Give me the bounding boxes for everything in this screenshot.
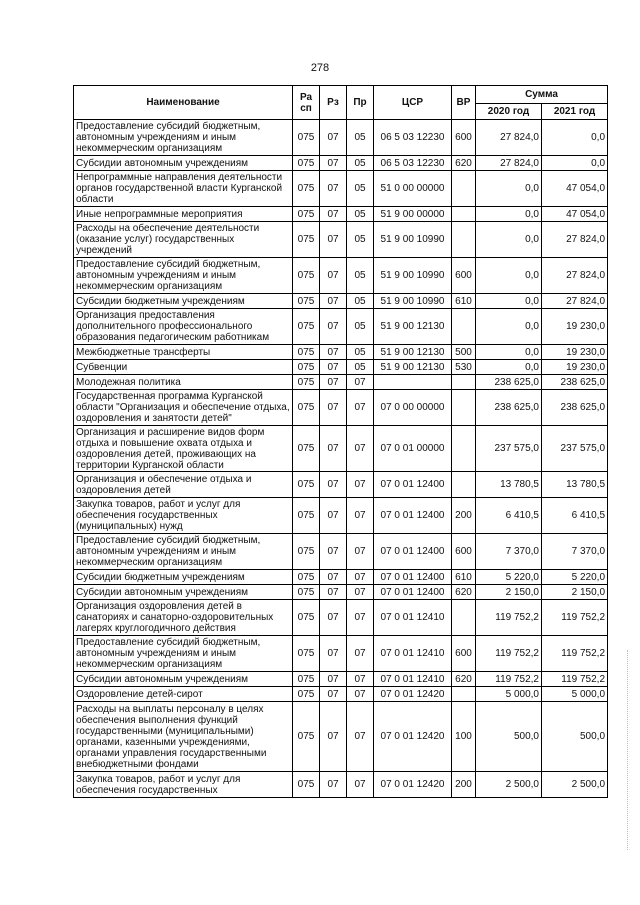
table-row	[74, 687, 608, 702]
row-sum-2021: 0,0	[542, 156, 608, 171]
row-name: Непрограммные направления деятельности органов государственной власти Курганской области	[74, 171, 293, 207]
row-rasp: 075	[293, 222, 320, 258]
page-number: 278	[310, 62, 330, 74]
row-vr: 500	[452, 345, 476, 360]
row-rz: 07	[320, 687, 347, 702]
row-sum-2020: 2 150,0	[476, 585, 542, 600]
row-pr: 07	[347, 472, 374, 498]
row-rz: 07	[320, 498, 347, 534]
row-vr	[452, 207, 476, 222]
row-pr: 07	[347, 600, 374, 636]
row-pr: 07	[347, 498, 374, 534]
row-rasp: 075	[293, 426, 320, 472]
row-sum-2021: 19 230,0	[542, 360, 608, 375]
row-rasp: 075	[293, 390, 320, 426]
row-rasp: 075	[293, 534, 320, 570]
row-vr	[452, 222, 476, 258]
row-rz: 07	[320, 702, 347, 772]
row-pr: 05	[347, 171, 374, 207]
row-csr: 51 9 00 10990	[374, 222, 452, 258]
header-row	[74, 86, 608, 104]
table-row	[74, 294, 608, 309]
row-vr	[452, 390, 476, 426]
row-pr: 07	[347, 390, 374, 426]
row-rasp: 075	[293, 600, 320, 636]
table-row	[74, 360, 608, 375]
row-sum-2020: 7 370,0	[476, 534, 542, 570]
row-rz: 07	[320, 534, 347, 570]
row-pr: 07	[347, 426, 374, 472]
row-rasp: 075	[293, 360, 320, 375]
table-row	[74, 171, 608, 207]
row-sum-2021: 27 824,0	[542, 294, 608, 309]
row-rasp: 075	[293, 672, 320, 687]
row-csr: 07 0 01 12400	[374, 534, 452, 570]
row-rasp: 075	[293, 585, 320, 600]
row-pr: 05	[347, 360, 374, 375]
row-sum-2021: 47 054,0	[542, 171, 608, 207]
row-sum-2021: 119 752,2	[542, 636, 608, 672]
row-csr: 07 0 00 00000	[374, 390, 452, 426]
row-sum-2020: 5 000,0	[476, 687, 542, 702]
row-sum-2021: 5 000,0	[542, 687, 608, 702]
header-2021: 2021 год	[542, 104, 608, 120]
row-csr: 51 9 00 12130	[374, 309, 452, 345]
row-sum-2020: 13 780,5	[476, 472, 542, 498]
row-pr: 07	[347, 570, 374, 585]
row-rz: 07	[320, 636, 347, 672]
scan-edge-marks	[627, 650, 630, 850]
row-name: Предоставление субсидий бюджетным, автономным учреждениям и иным некоммерческим организациям	[74, 534, 293, 570]
table-row	[74, 636, 608, 672]
row-sum-2021: 2 500,0	[542, 772, 608, 798]
row-name: Организация оздоровления детей в санаториях и санаторно-оздоровительных лагерях круглогодичного действия	[74, 600, 293, 636]
row-rz: 07	[320, 672, 347, 687]
row-sum-2020: 0,0	[476, 345, 542, 360]
row-name: Субсидии автономным учреждениям	[74, 585, 293, 600]
row-rz: 07	[320, 207, 347, 222]
row-rz: 07	[320, 294, 347, 309]
row-sum-2020: 237 575,0	[476, 426, 542, 472]
row-rasp: 075	[293, 498, 320, 534]
table-row	[74, 120, 608, 156]
row-sum-2020: 119 752,2	[476, 672, 542, 687]
row-pr: 07	[347, 534, 374, 570]
header-vr: ВР	[452, 86, 476, 120]
row-vr	[452, 472, 476, 498]
row-sum-2021: 27 824,0	[542, 258, 608, 294]
row-rz: 07	[320, 772, 347, 798]
row-rz: 07	[320, 360, 347, 375]
row-vr: 600	[452, 534, 476, 570]
table-row	[74, 672, 608, 687]
row-rz: 07	[320, 222, 347, 258]
row-vr	[452, 600, 476, 636]
row-sum-2020: 0,0	[476, 294, 542, 309]
row-rz: 07	[320, 120, 347, 156]
header-2020: 2020 год	[476, 104, 542, 120]
table-row	[74, 207, 608, 222]
row-rasp: 075	[293, 772, 320, 798]
row-sum-2021: 237 575,0	[542, 426, 608, 472]
row-name: Расходы на обеспечение деятельности (оказание услуг) государственных учреждений	[74, 222, 293, 258]
row-name: Субвенции	[74, 360, 293, 375]
row-sum-2021: 19 230,0	[542, 345, 608, 360]
row-csr: 51 9 00 12130	[374, 345, 452, 360]
row-pr: 05	[347, 156, 374, 171]
header-pr: Пр	[347, 86, 374, 120]
row-name: Предоставление субсидий бюджетным, автономным учреждениям и иным некоммерческим организациям	[74, 258, 293, 294]
row-sum-2020: 27 824,0	[476, 120, 542, 156]
row-rasp: 075	[293, 309, 320, 345]
row-name: Организация предоставления дополнительного профессионального образования педагогическим работникам	[74, 309, 293, 345]
row-sum-2021: 7 370,0	[542, 534, 608, 570]
row-vr	[452, 426, 476, 472]
row-sum-2020: 0,0	[476, 171, 542, 207]
row-vr: 600	[452, 636, 476, 672]
table-row	[74, 390, 608, 426]
row-pr: 05	[347, 120, 374, 156]
row-sum-2020: 0,0	[476, 207, 542, 222]
table-row	[74, 309, 608, 345]
row-pr: 07	[347, 772, 374, 798]
table-row	[74, 156, 608, 171]
table-row	[74, 258, 608, 294]
row-sum-2021: 2 150,0	[542, 585, 608, 600]
row-pr: 07	[347, 585, 374, 600]
header-rz: Рз	[320, 86, 347, 120]
row-csr: 07 0 01 12410	[374, 672, 452, 687]
row-rz: 07	[320, 156, 347, 171]
row-rz: 07	[320, 570, 347, 585]
row-vr: 530	[452, 360, 476, 375]
row-csr: 06 5 03 12230	[374, 120, 452, 156]
row-vr: 100	[452, 702, 476, 772]
row-name: Молодежная политика	[74, 375, 293, 390]
row-name: Закупка товаров, работ и услуг для обеспечения государственных	[74, 772, 293, 798]
row-rasp: 075	[293, 258, 320, 294]
row-rz: 07	[320, 585, 347, 600]
row-pr: 07	[347, 375, 374, 390]
row-sum-2020: 2 500,0	[476, 772, 542, 798]
row-csr: 51 9 00 10990	[374, 294, 452, 309]
row-rasp: 075	[293, 171, 320, 207]
row-pr: 07	[347, 636, 374, 672]
row-pr: 05	[347, 207, 374, 222]
row-rz: 07	[320, 258, 347, 294]
row-csr: 07 0 01 12410	[374, 636, 452, 672]
row-rz: 07	[320, 426, 347, 472]
row-sum-2021: 6 410,5	[542, 498, 608, 534]
table-row	[74, 345, 608, 360]
row-sum-2020: 5 220,0	[476, 570, 542, 585]
row-sum-2020: 238 625,0	[476, 390, 542, 426]
row-csr: 06 5 03 12230	[374, 156, 452, 171]
row-name: Закупка товаров, работ и услуг для обеспечения государственных (муниципальных) нужд	[74, 498, 293, 534]
row-pr: 05	[347, 294, 374, 309]
table-row	[74, 472, 608, 498]
row-csr: 07 0 01 12420	[374, 687, 452, 702]
row-csr: 07 0 01 12420	[374, 702, 452, 772]
row-sum-2021: 238 625,0	[542, 390, 608, 426]
row-rz: 07	[320, 309, 347, 345]
row-csr: 07 0 01 12400	[374, 585, 452, 600]
row-csr	[374, 375, 452, 390]
row-sum-2021: 19 230,0	[542, 309, 608, 345]
row-sum-2020: 27 824,0	[476, 156, 542, 171]
row-vr	[452, 375, 476, 390]
table-row	[74, 498, 608, 534]
row-rasp: 075	[293, 472, 320, 498]
row-rasp: 075	[293, 702, 320, 772]
row-sum-2020: 0,0	[476, 258, 542, 294]
row-sum-2021: 5 220,0	[542, 570, 608, 585]
row-name: Иные непрограммные мероприятия	[74, 207, 293, 222]
row-csr: 07 0 01 12400	[374, 498, 452, 534]
row-csr: 07 0 01 12410	[374, 600, 452, 636]
row-rz: 07	[320, 472, 347, 498]
row-csr: 07 0 01 00000	[374, 426, 452, 472]
row-rasp: 075	[293, 207, 320, 222]
row-csr: 07 0 01 12400	[374, 472, 452, 498]
table-row	[74, 375, 608, 390]
row-sum-2020: 500,0	[476, 702, 542, 772]
row-sum-2020: 0,0	[476, 222, 542, 258]
row-sum-2020: 0,0	[476, 309, 542, 345]
row-vr: 620	[452, 585, 476, 600]
row-rz: 07	[320, 390, 347, 426]
row-name: Государственная программа Курганской области "Организация и обеспечение отдыха, оздоровления и занятости детей"	[74, 390, 293, 426]
row-vr: 200	[452, 498, 476, 534]
row-name: Субсидии автономным учреждениям	[74, 156, 293, 171]
row-name: Оздоровление детей-сирот	[74, 687, 293, 702]
row-sum-2020: 0,0	[476, 360, 542, 375]
row-sum-2021: 47 054,0	[542, 207, 608, 222]
row-rasp: 075	[293, 345, 320, 360]
row-vr: 620	[452, 156, 476, 171]
row-pr: 05	[347, 309, 374, 345]
row-pr: 05	[347, 222, 374, 258]
row-rasp: 075	[293, 120, 320, 156]
header-sum: Сумма	[476, 86, 608, 104]
row-rz: 07	[320, 345, 347, 360]
header-rasp: Ра сп	[293, 86, 320, 120]
row-sum-2021: 119 752,2	[542, 672, 608, 687]
row-sum-2020: 238 625,0	[476, 375, 542, 390]
row-name: Предоставление субсидий бюджетным, автономным учреждениям и иным некоммерческим организациям	[74, 120, 293, 156]
row-sum-2021: 27 824,0	[542, 222, 608, 258]
budget-table	[73, 85, 608, 798]
row-sum-2021: 13 780,5	[542, 472, 608, 498]
row-vr	[452, 171, 476, 207]
row-sum-2020: 119 752,2	[476, 636, 542, 672]
row-sum-2020: 6 410,5	[476, 498, 542, 534]
row-csr: 07 0 01 12420	[374, 772, 452, 798]
header-name: Наименование	[74, 86, 293, 120]
row-csr: 51 9 00 00000	[374, 207, 452, 222]
row-vr: 620	[452, 672, 476, 687]
row-sum-2020: 119 752,2	[476, 600, 542, 636]
row-vr: 200	[452, 772, 476, 798]
row-rasp: 075	[293, 156, 320, 171]
row-name: Межбюджетные трансферты	[74, 345, 293, 360]
row-name: Организация и обеспечение отдыха и оздоровления детей	[74, 472, 293, 498]
row-rasp: 075	[293, 636, 320, 672]
row-rz: 07	[320, 375, 347, 390]
table-row	[74, 772, 608, 798]
row-csr: 51 9 00 10990	[374, 258, 452, 294]
row-csr: 51 9 00 12130	[374, 360, 452, 375]
row-rasp: 075	[293, 294, 320, 309]
row-name: Субсидии бюджетным учреждениям	[74, 294, 293, 309]
row-name: Субсидии автономным учреждениям	[74, 672, 293, 687]
row-rasp: 075	[293, 570, 320, 585]
table-row	[74, 702, 608, 772]
row-csr: 51 0 00 00000	[374, 171, 452, 207]
row-vr: 600	[452, 258, 476, 294]
row-csr: 07 0 01 12400	[374, 570, 452, 585]
row-name: Расходы на выплаты персоналу в целях обеспечения выполнения функций государственными (муниципальными) органами, казенными учреждениями, органами управления государственными внебюджетными фондами	[74, 702, 293, 772]
row-sum-2021: 119 752,2	[542, 600, 608, 636]
row-pr: 07	[347, 702, 374, 772]
row-sum-2021: 238 625,0	[542, 375, 608, 390]
row-vr: 610	[452, 294, 476, 309]
header-csr: ЦСР	[374, 86, 452, 120]
row-rasp: 075	[293, 375, 320, 390]
row-sum-2021: 0,0	[542, 120, 608, 156]
table-row	[74, 426, 608, 472]
row-name: Предоставление субсидий бюджетным, автономным учреждениям и иным некоммерческим организациям	[74, 636, 293, 672]
row-pr: 05	[347, 258, 374, 294]
row-rz: 07	[320, 600, 347, 636]
table-row	[74, 570, 608, 585]
row-vr	[452, 687, 476, 702]
row-name: Субсидии бюджетным учреждениям	[74, 570, 293, 585]
table-row	[74, 222, 608, 258]
table-row	[74, 600, 608, 636]
row-rz: 07	[320, 171, 347, 207]
row-pr: 07	[347, 687, 374, 702]
row-rasp: 075	[293, 687, 320, 702]
row-pr: 07	[347, 672, 374, 687]
row-vr: 600	[452, 120, 476, 156]
table-row	[74, 585, 608, 600]
row-vr	[452, 309, 476, 345]
row-sum-2021: 500,0	[542, 702, 608, 772]
row-name: Организация и расширение видов форм отдыха и повышение охвата отдыха и оздоровления детей, проживающих на территории Курганской области	[74, 426, 293, 472]
row-vr: 610	[452, 570, 476, 585]
row-pr: 05	[347, 345, 374, 360]
table-row	[74, 534, 608, 570]
